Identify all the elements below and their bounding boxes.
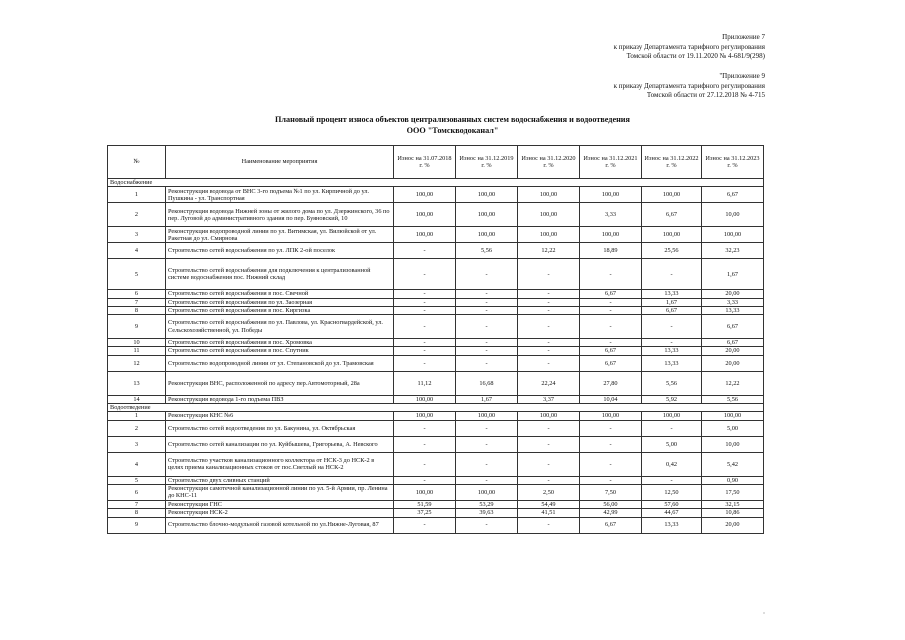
measure-name: Строительство сетей водоснабжения по ул. ЛПК 2-ой поселок (166, 243, 394, 259)
row-number: 11 (108, 347, 166, 355)
measure-name: Реконструкция НСК-2 (166, 509, 394, 517)
wear-value: - (642, 476, 702, 484)
measure-name: Строительство сетей водоснабжения в пос. Спутник (166, 347, 394, 355)
wear-value: 6,67 (702, 315, 764, 339)
organization-name: ООО "Томскводоканал" (406, 126, 499, 135)
wear-value: 1,67 (456, 395, 518, 403)
wear-value: 5,92 (642, 395, 702, 403)
section-row (108, 404, 764, 412)
table-row (108, 371, 764, 395)
wear-value: 100,00 (580, 227, 642, 243)
wear-value: 10,86 (702, 509, 764, 517)
row-number: 8 (108, 306, 166, 314)
wear-value: - (456, 306, 518, 314)
column-header: № (108, 146, 166, 179)
wear-value: - (456, 339, 518, 347)
wear-value: 5,00 (702, 420, 764, 436)
wear-value: - (394, 306, 456, 314)
wear-value: 7,50 (580, 484, 642, 500)
table-row (108, 355, 764, 371)
wear-value: 17,50 (702, 484, 764, 500)
row-number: 9 (108, 517, 166, 533)
wear-value: 57,60 (642, 500, 702, 508)
row-number: 7 (108, 298, 166, 306)
wear-value: 3,33 (580, 203, 642, 227)
wear-value: 6,67 (702, 339, 764, 347)
wear-value: 25,56 (642, 243, 702, 259)
wear-value: 100,00 (702, 227, 764, 243)
column-header: Износ на 31.12.2021 г. % (580, 146, 642, 179)
table-row (108, 517, 764, 533)
wear-value: 100,00 (702, 412, 764, 420)
wear-value: 3,37 (518, 395, 580, 403)
wear-value: 41,51 (518, 509, 580, 517)
wear-value: - (580, 306, 642, 314)
header-line: "Приложение 9 (719, 72, 765, 80)
row-number: 9 (108, 315, 166, 339)
wear-value: - (456, 290, 518, 298)
wear-value: 100,00 (580, 187, 642, 203)
wear-value: - (580, 476, 642, 484)
document-title: Плановый процент износа объектов централизованных систем водоснабжения и водоотведения (275, 115, 630, 124)
appendix-9-header (614, 72, 765, 101)
wear-value: 51,59 (394, 500, 456, 508)
table-row (108, 203, 764, 227)
page-mark: " (763, 613, 766, 618)
table-header-row (108, 146, 764, 179)
wear-value: - (394, 517, 456, 533)
row-number: 6 (108, 290, 166, 298)
wear-value: 3,33 (702, 298, 764, 306)
wear-value: 10,00 (702, 436, 764, 452)
wear-value: 44,67 (642, 509, 702, 517)
row-number: 3 (108, 436, 166, 452)
wear-value: 100,00 (394, 187, 456, 203)
row-number: 7 (108, 500, 166, 508)
table-row (108, 315, 764, 339)
measure-name: Реконструкция водопроводной линии по ул. Витимская, ул. Вилюйской от ул. Ракетная до ул. Смирнова (166, 227, 394, 243)
wear-value: 2,50 (518, 484, 580, 500)
wear-value: 11,12 (394, 371, 456, 395)
wear-value: 20,00 (702, 290, 764, 298)
wear-value: 37,25 (394, 509, 456, 517)
header-line: Приложение 7 (722, 33, 765, 41)
wear-value: - (456, 452, 518, 476)
wear-value: 1,67 (642, 298, 702, 306)
wear-value: 100,00 (456, 412, 518, 420)
wear-value: 13,33 (642, 347, 702, 355)
wear-value: 5,00 (642, 436, 702, 452)
wear-value: 27,80 (580, 371, 642, 395)
wear-value: 100,00 (642, 412, 702, 420)
measure-name: Реконструкция водовода 1-го подъема ПВЗ (166, 395, 394, 403)
wear-value: 6,67 (580, 355, 642, 371)
wear-value: - (394, 243, 456, 259)
row-number: 3 (108, 227, 166, 243)
wear-value: - (456, 347, 518, 355)
table-row (108, 412, 764, 420)
column-header: Износ на 31.12.2023 г. % (702, 146, 764, 179)
wear-value: - (642, 339, 702, 347)
wear-value: - (580, 420, 642, 436)
wear-value: - (456, 436, 518, 452)
wear-value: 13,33 (642, 290, 702, 298)
section-row (108, 179, 764, 187)
wear-value: 32,23 (702, 243, 764, 259)
wear-value: - (518, 315, 580, 339)
wear-value: - (394, 476, 456, 484)
row-number: 5 (108, 259, 166, 290)
wear-value: - (518, 259, 580, 290)
table-row (108, 436, 764, 452)
wear-value: 32,15 (702, 500, 764, 508)
wear-value: 6,67 (642, 203, 702, 227)
wear-value: 100,00 (518, 203, 580, 227)
measure-name: Реконструкция водовода от ВНС 3-го подъема №1 по ул. Кирпичной до ул. Пушкина - ул. Транспортная (166, 187, 394, 203)
wear-value: - (456, 259, 518, 290)
wear-value: 12,22 (518, 243, 580, 259)
wear-value: - (580, 259, 642, 290)
wear-value: 100,00 (394, 412, 456, 420)
wear-value: - (394, 298, 456, 306)
wear-value: 100,00 (456, 484, 518, 500)
wear-value: - (518, 420, 580, 436)
wear-value: 5,56 (456, 243, 518, 259)
wear-value: 100,00 (642, 187, 702, 203)
section-title: Водоотведение (108, 404, 764, 412)
wear-value: - (518, 339, 580, 347)
measure-name: Строительство сетей водоснабжения по ул. Павлова, ул. Красногвардейской, ул. Сельскохозяйственной, ул. Победы (166, 315, 394, 339)
wear-value: 100,00 (518, 187, 580, 203)
wear-value: 16,68 (456, 371, 518, 395)
wear-value: 20,00 (702, 517, 764, 533)
wear-value: - (580, 436, 642, 452)
wear-value: - (518, 476, 580, 484)
table-row (108, 509, 764, 517)
measure-name: Строительство участков канализационного коллектора от НСК-3 до НСК-2 в целях приема канализационных стоков от пос.Светлый на НСК-2 (166, 452, 394, 476)
wear-value: - (456, 517, 518, 533)
measure-name: Реконструкция ГНС (166, 500, 394, 508)
measure-name: Строительство двух сливных станций (166, 476, 394, 484)
wear-value: - (456, 298, 518, 306)
wear-value: - (518, 306, 580, 314)
row-number: 6 (108, 484, 166, 500)
wear-value: 6,67 (580, 347, 642, 355)
wear-value: - (394, 315, 456, 339)
wear-value: - (580, 452, 642, 476)
wear-value: 100,00 (456, 203, 518, 227)
row-number: 13 (108, 371, 166, 395)
wear-value: - (580, 298, 642, 306)
wear-value: - (580, 315, 642, 339)
wear-value: 53,29 (456, 500, 518, 508)
header-line: Томской области от 19.11.2020 № 4-681/9(298) (626, 52, 765, 60)
measure-name: Реконструкция КНС №6 (166, 412, 394, 420)
wear-value: 54,49 (518, 500, 580, 508)
wear-value: 42,99 (580, 509, 642, 517)
wear-value: - (518, 298, 580, 306)
wear-value: - (518, 517, 580, 533)
wear-value: 13,33 (642, 517, 702, 533)
wear-value: 39,63 (456, 509, 518, 517)
row-number: 2 (108, 420, 166, 436)
wear-value: 100,00 (642, 227, 702, 243)
header-line: к приказу Департамента тарифного регулирования (613, 81, 765, 90)
wear-value: - (642, 315, 702, 339)
wear-value: 100,00 (394, 484, 456, 500)
row-number: 1 (108, 187, 166, 203)
section-title: Водоснабжение (108, 179, 764, 187)
row-number: 2 (108, 203, 166, 227)
measure-name: Реконструкция самотечной канализационной линии по ул. 5-й Армии, пр. Ленина до КНС-11 (166, 484, 394, 500)
column-header: Наименование мероприятия (166, 146, 394, 179)
table-row (108, 347, 764, 355)
wear-value: 100,00 (456, 227, 518, 243)
wear-value: 6,67 (702, 187, 764, 203)
wear-value: - (394, 347, 456, 355)
wear-value: - (456, 476, 518, 484)
wear-value: 22,24 (518, 371, 580, 395)
row-number: 1 (108, 412, 166, 420)
measure-name: Строительство сетей канализации по ул. Куйбышева, Григорьева, А. Невского (166, 436, 394, 452)
wear-value: - (394, 259, 456, 290)
wear-value: 13,33 (642, 355, 702, 371)
column-header: Износ на 31.07.2018 г. % (394, 146, 456, 179)
table-row (108, 452, 764, 476)
wear-value: - (394, 355, 456, 371)
measure-name: Реконструкция ВНС, расположенной по адресу пер.Автомоторный, 28а (166, 371, 394, 395)
wear-value: 100,00 (518, 227, 580, 243)
wear-value: - (456, 315, 518, 339)
measure-name: Строительство сетей водоснабжения в пос. Хромовка (166, 339, 394, 347)
row-number: 14 (108, 395, 166, 403)
wear-value: - (394, 452, 456, 476)
header-line: к приказу Департамента тарифного регулирования (613, 42, 765, 51)
row-number: 4 (108, 243, 166, 259)
wear-value: - (518, 290, 580, 298)
wear-value: 13,33 (702, 306, 764, 314)
table-row (108, 227, 764, 243)
table-row (108, 484, 764, 500)
wear-value: 18,89 (580, 243, 642, 259)
wear-value: 6,67 (580, 290, 642, 298)
table-row (108, 500, 764, 508)
wear-value: 6,67 (642, 306, 702, 314)
wear-value: 10,04 (580, 395, 642, 403)
wear-value: - (518, 355, 580, 371)
wear-value: - (518, 347, 580, 355)
wear-value: 20,00 (702, 347, 764, 355)
wear-value: - (394, 436, 456, 452)
wear-value: 10,00 (702, 203, 764, 227)
wear-value: - (456, 355, 518, 371)
row-number: 10 (108, 339, 166, 347)
wear-value: - (518, 436, 580, 452)
column-header: Износ на 31.12.2019 г. % (456, 146, 518, 179)
table-row (108, 187, 764, 203)
measure-name: Реконструкция водовода Нижней зоны от жилого дома по ул. Дзержинского, 36 по пер. Луговой до административного здания по пер. Буяновский, 10 (166, 203, 394, 227)
table-row (108, 420, 764, 436)
wear-value: 100,00 (394, 227, 456, 243)
measure-name: Строительство сетей водоснабжения в пос. Киргизка (166, 306, 394, 314)
row-number: 8 (108, 509, 166, 517)
wear-value: 0,90 (702, 476, 764, 484)
wear-table (107, 145, 764, 534)
wear-value: - (394, 420, 456, 436)
wear-value: 100,00 (456, 187, 518, 203)
wear-value: 6,67 (580, 517, 642, 533)
wear-value: 12,22 (702, 371, 764, 395)
header-line: Томской области от 27.12.2018 № 4-715 (646, 91, 765, 99)
wear-value: - (456, 420, 518, 436)
wear-value: 100,00 (580, 412, 642, 420)
table-row (108, 395, 764, 403)
table-row (108, 243, 764, 259)
wear-value: - (580, 339, 642, 347)
measure-name: Строительство блочно-модульной газовой котельной по ул.Нижне-Луговая, 87 (166, 517, 394, 533)
measure-name: Строительство сетей водоотведения по ул. Бакунина, ул. Октябрьская (166, 420, 394, 436)
column-header: Износ на 31.12.2022 г. % (642, 146, 702, 179)
measure-name: Строительство сетей водоснабжения в пос. Свечной (166, 290, 394, 298)
table-row (108, 306, 764, 314)
wear-value: 0,42 (642, 452, 702, 476)
wear-value: - (642, 259, 702, 290)
table-row (108, 259, 764, 290)
row-number: 4 (108, 452, 166, 476)
row-number: 5 (108, 476, 166, 484)
table-row (108, 476, 764, 484)
wear-value: - (642, 420, 702, 436)
wear-value: 5,56 (702, 395, 764, 403)
appendix-7-header (614, 33, 765, 62)
wear-value: 1,67 (702, 259, 764, 290)
wear-value: - (518, 452, 580, 476)
row-number: 12 (108, 355, 166, 371)
wear-value: 20,00 (702, 355, 764, 371)
table-row (108, 339, 764, 347)
wear-value: 100,00 (518, 412, 580, 420)
wear-value: 12,50 (642, 484, 702, 500)
table-row (108, 290, 764, 298)
wear-value: - (394, 290, 456, 298)
wear-value: 5,56 (642, 371, 702, 395)
table-body (108, 179, 764, 534)
measure-name: Строительство водопроводной линии от ул. Степановской до ул. Трамовская (166, 355, 394, 371)
table-row (108, 298, 764, 306)
wear-value: 100,00 (394, 203, 456, 227)
wear-value: - (394, 339, 456, 347)
column-header: Износ на 31.12.2020 г. % (518, 146, 580, 179)
measure-name: Строительство сетей водоснабжения по ул. Заозерная (166, 298, 394, 306)
wear-value: 56,00 (580, 500, 642, 508)
wear-value: 100,00 (394, 395, 456, 403)
wear-value: 5,42 (702, 452, 764, 476)
measure-name: Строительство сетей водоснабжения для подключения к централизованной системе водоснабжения пос. Нижний склад (166, 259, 394, 290)
